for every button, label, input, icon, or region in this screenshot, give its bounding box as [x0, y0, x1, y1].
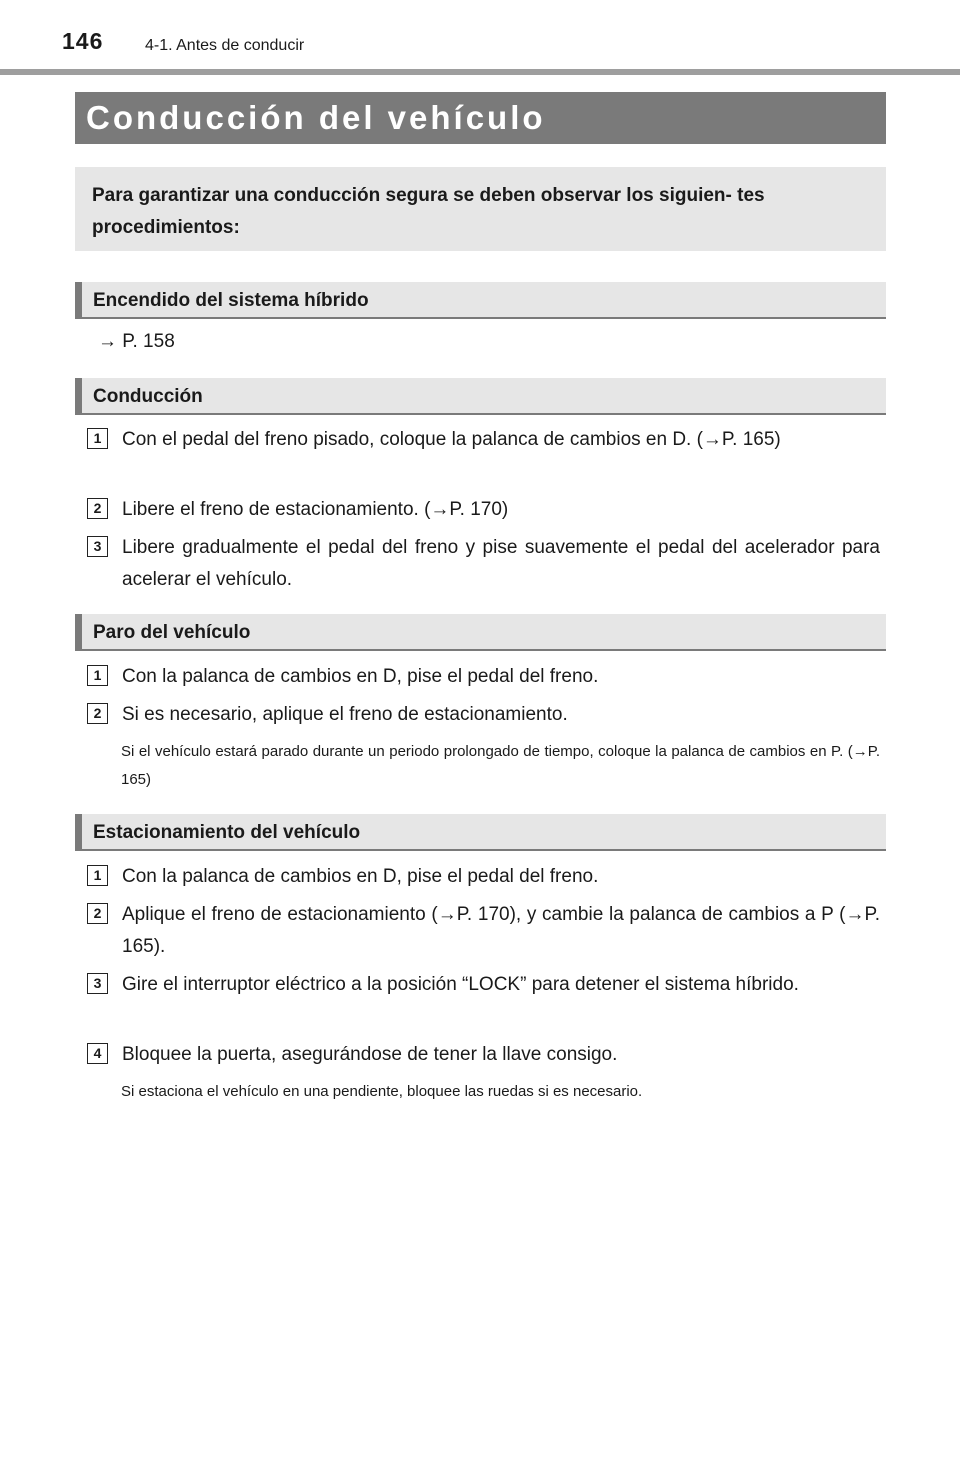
step-text: Bloquee la puerta, asegurándose de tener la llave consigo.: [122, 1044, 618, 1065]
subheading-start: Encendido del sistema híbrido: [75, 282, 886, 319]
step-number-badge: 1: [87, 665, 108, 686]
step-text: Libere gradualmente el pedal del freno y pise suavemente el pedal del acelerador para acelerar el vehículo.: [122, 537, 880, 590]
page-number: 146: [62, 28, 104, 54]
step-number-badge: 3: [87, 973, 108, 994]
parking-step-1: [87, 861, 880, 893]
parking-note: Si estaciona el vehículo en una pendiente, bloquee las ruedas si es necesario.: [121, 1083, 643, 1100]
driving-step-1: [87, 424, 880, 456]
parking-step-2: [87, 899, 880, 963]
intro-box: [75, 167, 886, 251]
page-header: [0, 0, 960, 76]
step-number-badge: 2: [87, 498, 108, 519]
parking-step-3: [87, 969, 880, 1001]
step-number-badge: 2: [87, 703, 108, 724]
step-text: Aplique el freno de estacionamiento (→P. 170), y cambie la palanca de cambios a P (→P. 165).: [122, 904, 880, 957]
subheading-stopping: Paro del vehículo: [75, 614, 886, 651]
step-number-badge: 2: [87, 903, 108, 924]
parking-step-4: [87, 1039, 880, 1071]
subheading-driving: Conducción: [75, 378, 886, 415]
step-text: Con la palanca de cambios en D, pise el pedal del freno.: [122, 866, 599, 887]
page-title: Conducción del vehículo: [75, 92, 886, 144]
section-reference: 4-1. Antes de conducir: [145, 37, 305, 54]
step-text: Si es necesario, aplique el freno de estacionamiento.: [122, 704, 568, 725]
header-divider: [0, 69, 960, 75]
driving-step-3: [87, 532, 880, 596]
step-text: Libere el freno de estacionamiento. (→P. 170): [122, 499, 509, 520]
stopping-note: Si el vehículo estará parado durante un periodo prolongado de tiempo, coloque la palanca de cambios en P. (→P. 165): [121, 743, 880, 788]
stopping-step-2: [87, 699, 880, 731]
step-text: Con la palanca de cambios en D, pise el pedal del freno.: [122, 666, 599, 687]
stopping-step-1: [87, 661, 880, 693]
intro-text: Para garantizar una conducción segura se deben observar los siguien- tes procedimientos:: [92, 185, 765, 238]
subheading-parking: Estacionamiento del vehículo: [75, 814, 886, 851]
step-number-badge: 4: [87, 1043, 108, 1064]
step-number-badge: 1: [87, 428, 108, 449]
step-text: Con el pedal del freno pisado, coloque la palanca de cambios en D. (→P. 165): [122, 429, 781, 450]
step-text: Gire el interruptor eléctrico a la posición “LOCK” para detener el sistema híbrido.: [122, 974, 799, 995]
driving-step-2: [87, 494, 880, 526]
page-reference-link[interactable]: → P. 158: [98, 331, 175, 352]
step-number-badge: 3: [87, 536, 108, 557]
step-number-badge: 1: [87, 865, 108, 886]
